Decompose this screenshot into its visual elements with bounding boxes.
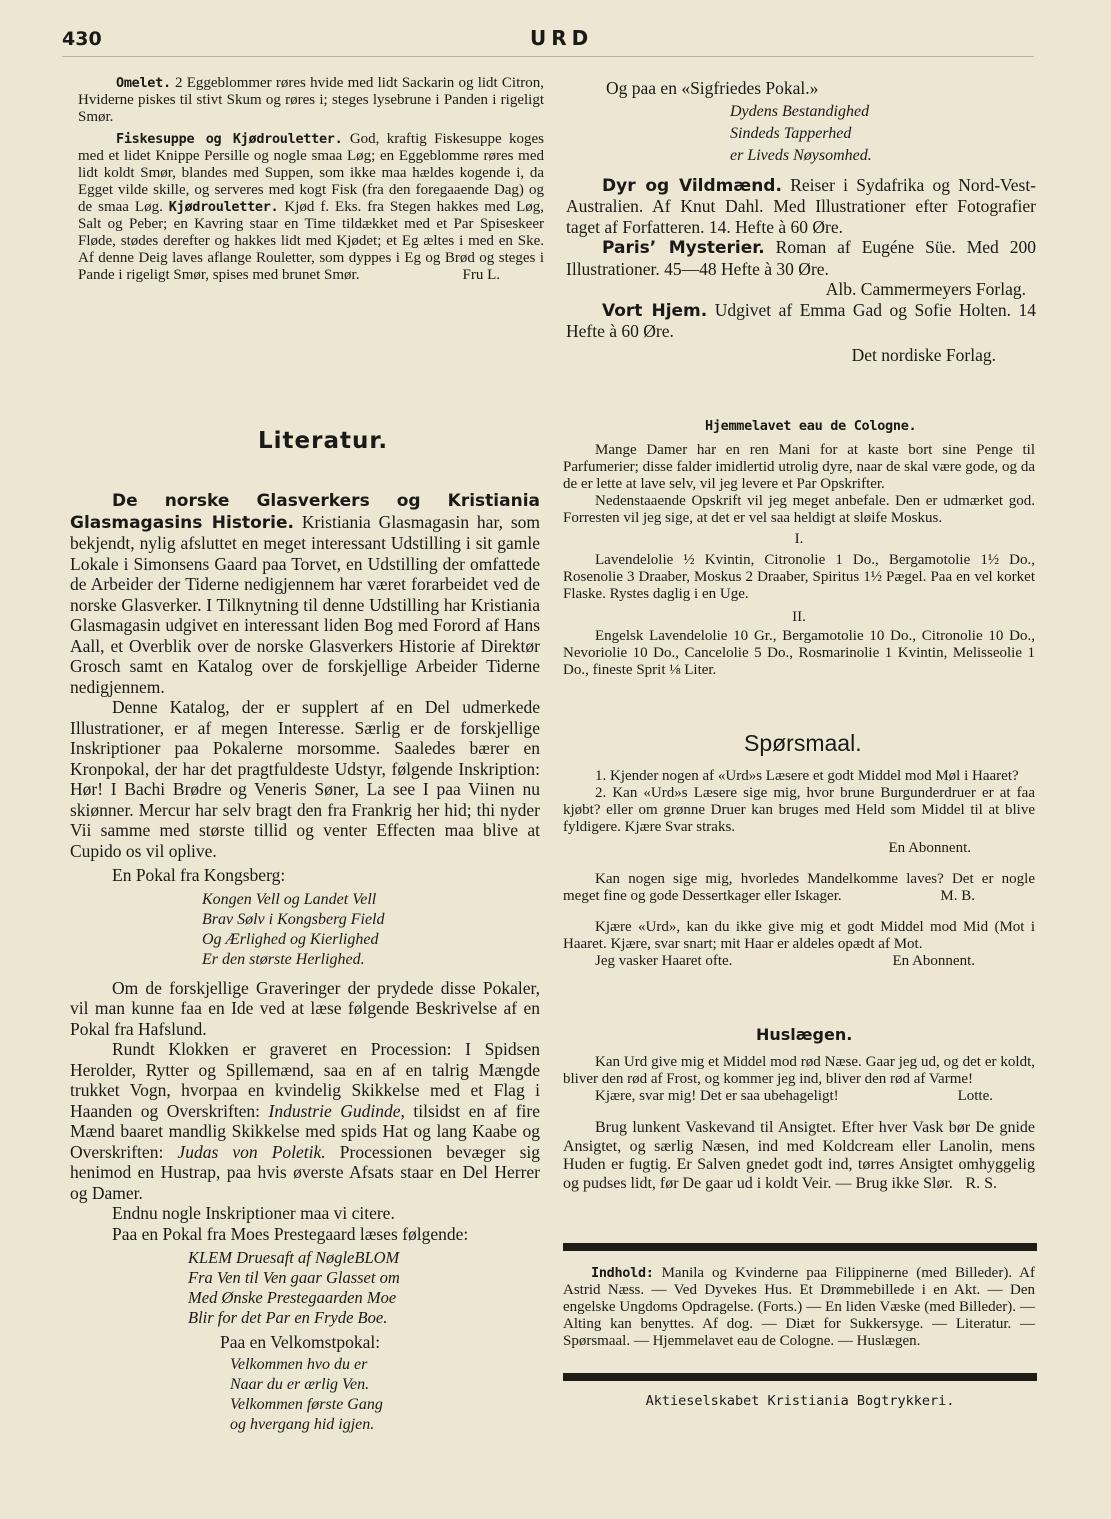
article-paragraph: Paa en Pokal fra Moes Prestegaard læses følgende:	[112, 1223, 469, 1244]
article-paragraph: Rundt Klokken er graveret en Procession: I Spidsen Herolder, Rytter og Spillemænd, saa en af en talrig Mængde trukket Vogn, hvorpaa en kvindelig Skikkelse med et Flag i Haanden og Overskriften:	[70, 1039, 540, 1121]
cologne-recipe: Engelsk Lavendelolie 10 Gr., Bergamotolie 10 Do., Citronolie 10 Do., Nevoriolie 10 Do., Cancelolie 5 Do., Rosmarinolie 1 Kvintin, Melisseolie 1 Do., fineste Sprit ⅛ Liter.	[563, 628, 1035, 678]
contents-bottom-rule	[563, 1373, 1037, 1381]
article-subheading: De norske Glasverkers og Kristiania Glasmagasins Historie.	[70, 491, 540, 533]
question: Kan nogen sige mig, hvorledes Mandelkomme laves? Det er nogle meget fine og gode Dessertkager eller Iskager.	[563, 871, 1035, 904]
book-text: Udgivet af Emma Gad og Sofie Holten. 14 Hefte à 60 Øre.	[566, 299, 1037, 341]
printer-credit: Aktieselskabet Kristiania Bogtrykkeri.	[645, 1393, 955, 1409]
recipe-omelet	[78, 75, 544, 284]
pokal-intro: Og paa en «Sigfriedes Pokal.»	[606, 78, 819, 98]
poem-line: Fra Ven til Ven gaar Glasset om	[188, 1268, 400, 1287]
question: Jeg vasker Haaret ofte.	[595, 953, 733, 969]
question: Kjære «Urd», kan du ikke give mig et godt Middel mod Mid (Mot i Haaret. Kjære, svar snart; mit Haar er aldeles opædt af Mot.	[563, 919, 1035, 952]
publisher: Det nordiske Forlag.	[851, 344, 996, 365]
cologne-paragraph: Nedenstaaende Opskrift vil jeg meget anbefale. Den er udmærket god. Forresten vil jeg sige, at det er vel saa heldigt at sløife Moskus.	[563, 493, 1035, 526]
publisher: Alb. Cammermeyers Forlag.	[825, 279, 1026, 299]
right-top-column	[566, 78, 1036, 365]
book-text: Roman af Eugéne Süe. Med 200 Illustrationer. 45—48 Hefte à 30 Øre.	[566, 237, 1036, 279]
question: 2. Kan «Urd»s Læsere sige mig, hvor brune Burgunderdruer er at faa kjøbt? eller om grønne Druer kan bruges med Held som Middel til at blive fyldigere. Kjære Svar straks.	[563, 785, 1035, 835]
fiskesuppe-title: Fiskesuppe og Kjødrouletter.	[116, 131, 343, 147]
sporsmaal-heading: Spørsmaal.	[744, 730, 862, 756]
article-paragraph: Om de forskjellige Graveringer der prydede disse Pokaler, vil man kunne faa en Ide ved at læse følgende Beskrivelse af en Pokal fra Hafslund.	[70, 977, 540, 1039]
huslaegen-answer: Brug lunkent Vaskevand til Ansigtet. Efter hver Vask bør De gnide Ansigtet, og særlig Næsen, ind med Koldcream eller Lanolin, mens Huden er fugtig. Er Salven gnedet godt ind, tørres Ansigtet omhyggelig og pudses lidt, før De gaar ud i koldt Veir. — Brug ikke Slør.	[563, 1119, 1035, 1192]
verse-line: er Liveds Nøysomhed.	[730, 146, 872, 164]
poem-line: Blir for det Par en Fryde Boe.	[188, 1308, 388, 1327]
poem-line: Velkommen første Gang	[230, 1395, 383, 1413]
huslaegen-heading: Huslægen.	[756, 1025, 853, 1044]
article-italic: Industrie Gudinde,	[268, 1100, 405, 1121]
poem-line: Brav Sølv i Kongsberg Field	[202, 910, 385, 928]
literatur-heading: Literatur.	[258, 428, 389, 454]
article-paragraph: Processionen bevæger sig henimod en Hustrap, paa hvis øverste Afsats staar en Del Herrer og Damer.	[70, 1141, 541, 1203]
omelet-text: 2 Eggeblommer røres hvide med lidt Sackarin og lidt Citron, Hviderne piskes til stivt Skum og røres i; steges lysebrune i Panden i rigeligt Smør.	[78, 75, 544, 125]
sporsmaal-article	[563, 768, 1035, 970]
journal-title: URD	[530, 26, 594, 50]
cologne-heading: Hjemmelavet eau de Cologne.	[705, 418, 917, 434]
poem-line: Med Ønske Prestegaarden Moe	[188, 1288, 397, 1307]
fiskesuppe-text: God, kraftig Fiskesuppe koges med et lidet Knippe Persille og nogle smaa Løg; en Eggeblomme røres med lidt koldt Smør, blandes med Suppen, som ikke maa hældes kogende i, da Egget vilde skille, og serveres med kogt Fisk (fra den foregaaende Dag) og de smaa Løg.	[78, 131, 544, 215]
article-paragraph: En Pokal fra Kongsberg:	[112, 865, 286, 885]
recipe-number: I.	[794, 531, 804, 547]
huslaegen-article	[563, 1054, 1035, 1192]
article-italic: Judas von Poletik.	[177, 1141, 326, 1162]
huslaegen-signature: R. S.	[965, 1175, 997, 1192]
question-signature: M. B.	[940, 888, 975, 904]
poem-line: Og Ærlighed og Kierlighed	[202, 930, 379, 948]
huslaegen-paragraph: Kjære, svar mig! Det er saa ubehageligt!	[595, 1088, 839, 1104]
contents-top-rule	[563, 1243, 1037, 1251]
article-paragraph: Denne Katalog, der er supplert af en Del udmerkede Illustrationer, er af megen Interesse. Særlig er de forskjellige Inskriptioner paa Pokalerne morsomme. Saaledes bærer en Kronpokal, der har det pragtfuldeste Udstyr, følgende Inskription: Hør! I Bachi Brødre og Veneris Søner, La see I paa Viinen nu skiønner. Mercur har selv bragt den fra Frankrig her hid; thi nyder Vii samme med største tillid og venter Effecten maa blive at Cupido os vil oplive.	[70, 697, 540, 861]
poem-line: Naar du er ærlig Ven.	[230, 1375, 370, 1393]
book-text: Reiser i Sydafrika og Nord-Vest-Australien. Af Knut Dahl. Med Illustrationer efter Fotografier taget af Forfatteren. 14. Hefte à 60 Øre.	[566, 174, 1037, 237]
article-paragraph: Paa en Velkomstpokal:	[220, 1332, 381, 1352]
huslaegen-signature: Lotte.	[957, 1088, 993, 1104]
header-rule	[62, 56, 1034, 57]
cologne-article	[563, 442, 1035, 679]
contents-block	[563, 1265, 1035, 1350]
article-paragraph: Kristiania Glasmagasin har, som bekjendt, nylig afsluttet en meget interessant Udstilling i sit gamle Lokale i Simonsens Gaard paa Torvet, en Udstilling der omfattede de Arbeider der Tiderne nedigjennem har været forarbeidet ved de norske Glasverker. I Tilknytning til denne Udstilling har Kristiania Glasmagasin udgivet en interessant liden Bog med Forord af Hans Aall, et Overblik over de norske Glasverkers Historie af Direktør Grosch samt en Katalog over de forskjellige Arbeider Tiderne nedigjennem.	[70, 511, 540, 697]
question-signature: En Abonnent.	[888, 840, 971, 856]
recipe-number: II.	[792, 609, 806, 625]
book-title: Dyr og Vildmænd.	[602, 175, 782, 196]
question: 1. Kjender nogen af «Urd»s Læsere et godt Middel mod Møl i Haaret?	[595, 768, 1019, 784]
recipe-signature: Fru L.	[462, 267, 500, 283]
contents-text: Manila og Kvinderne paa Filippinerne (med Billeder). Af Astrid Næss. — Ved Dyvekes Hus. Et Drømmebillede i en Akt. — Den engelske Ungdoms Opdragelse. (Forts.) — En liden Væske (med Billeder). — Alting kan benyttes. Af dog. — Diæt for Sukkersyge. — Literatur. — Spørsmaal. — Hjemmelavet eau de Cologne. — Huslægen.	[563, 1265, 1036, 1349]
kjodrouletter-text: Kjød f. Eks. fra Stegen hakkes med Løg, Salt og Peber; en Kavring staar en Time tildækket med et Par Spiseskeer Fløde, stødes derefter og hakkes lidt med Kjødet; et Eg æltes i med en Ske. Af denne Deig laves aflange Rouletter, som dyppes i Eg og Brød og steges i Pande i rigeligt Smør, spises med brunet Smør.	[78, 199, 544, 283]
page-number: 430	[62, 28, 102, 50]
poem-line: Velkommen hvo du er	[230, 1355, 368, 1373]
cologne-paragraph: Mange Damer har en ren Mani for at kaste bort sine Penge til Parfumerier; disse falder imidlertid utrolig dyre, naar de skal være gode, og da de er lette at lave selv, vil jeg levere et Par Opskrifter.	[563, 442, 1035, 492]
omelet-title: Omelet.	[116, 75, 171, 91]
poem-line: Er den største Herlighed.	[202, 950, 365, 968]
question-signature: En Abonnent.	[892, 953, 975, 969]
book-title: Vort Hjem.	[602, 300, 708, 321]
book-title: Paris’ Mysterier.	[602, 238, 765, 258]
poem-line: Kongen Vell og Landet Vell	[202, 890, 377, 908]
poem-line: og hvergang hid igjen.	[230, 1415, 375, 1433]
verse-line: Dydens Bestandighed	[730, 102, 870, 120]
huslaegen-paragraph: Kan Urd give mig et Middel mod rød Næse. Gaar jeg ud, og det er koldt, bliver den rød af Frost, og kommer jeg ind, bliver den rød af Varme!	[563, 1054, 1035, 1087]
kjodrouletter-title: Kjødrouletter.	[168, 199, 279, 215]
article-paragraph: Endnu nogle Inskriptioner maa vi citere.	[112, 1203, 395, 1223]
article-paragraph: tilsidst en af fire Mænd baaret mandlig Skikkelse med spids Hat og lang Kaabe og Overskriften:	[70, 1100, 540, 1162]
contents-label: Indhold:	[591, 1265, 654, 1281]
poem-line: KLEM Druesaft af NøgleBLOM	[188, 1248, 400, 1267]
literatur-article	[70, 490, 540, 1435]
cologne-recipe: Lavendelolie ½ Kvintin, Citronolie 1 Do., Bergamotolie 1½ Do., Rosenolie 3 Draaber, Moskus 2 Draaber, Spiritus 1½ Pægel. Paa en vel korket Flaske. Rystes daglig i en Uge.	[563, 552, 1035, 602]
verse-line: Sindeds Tapperhed	[730, 124, 852, 142]
